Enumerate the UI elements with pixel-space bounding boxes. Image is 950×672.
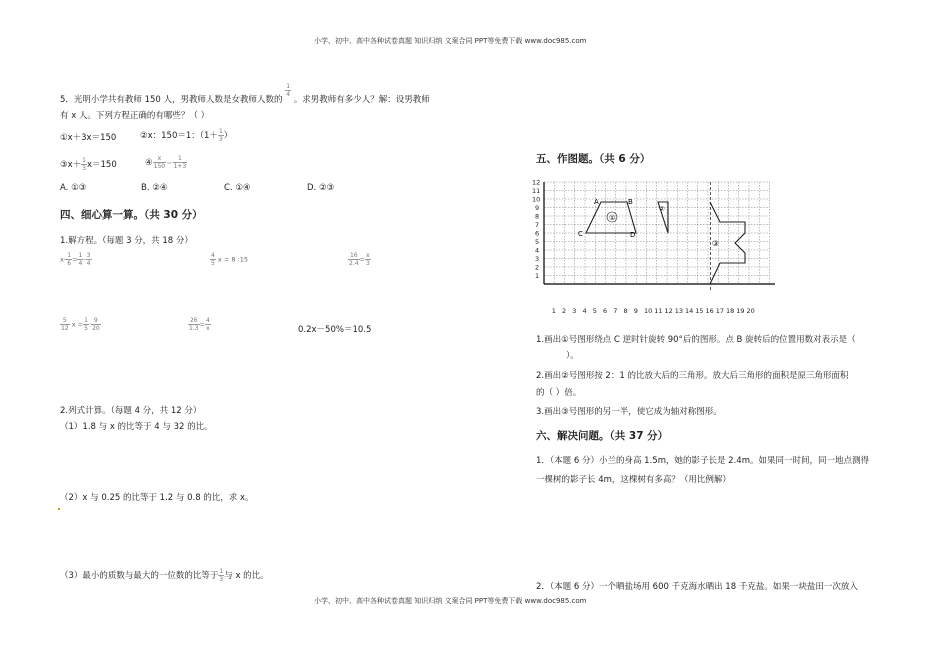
- frac-num: 9: [91, 317, 101, 325]
- eq-fraction: [86, 252, 92, 267]
- solve-equations-title: 1.解方程。（每题 3 分，共 18 分）: [60, 236, 193, 246]
- x-tick-label: 17: [715, 307, 725, 315]
- x-tick-label: 18: [726, 307, 735, 315]
- frac-num: 4: [206, 317, 210, 324]
- x-tick-label: 4: [582, 307, 587, 315]
- frac-num: 1: [78, 252, 83, 259]
- list-calc-q1: （1）1.8 与 x 的比等于 4 与 32 的比。: [60, 422, 213, 432]
- frac-den: 4: [86, 260, 91, 267]
- eq-text: -: [83, 255, 86, 264]
- frac-den: 3: [366, 260, 370, 267]
- eq-text: :: [88, 320, 92, 329]
- stray-dot: [58, 508, 60, 510]
- problem-1-line2: 一棵树的影子长 4m，这棵树有多高？（用比例解）: [536, 475, 731, 485]
- q5-option-1: ①x＋3x＝150: [60, 133, 117, 143]
- q5-option-4: [145, 155, 187, 170]
- x-tick-label: 14: [685, 307, 694, 315]
- list-calc-title: 2.列式计算。（每题 4 分，共 12 分）: [60, 406, 202, 416]
- q5-fraction: [285, 83, 291, 98]
- x-tick-label: 19: [736, 307, 745, 315]
- x-tick-label: 11: [654, 307, 663, 315]
- x-tick-label: 7: [613, 307, 618, 315]
- opt3-text-b: x＝150: [86, 160, 117, 170]
- y-tick-label: 11: [532, 187, 541, 195]
- frac-num: 4: [211, 252, 215, 259]
- problem-2-line1: 2．（本题 6 分）一个晒盐场用 600 千克海水晒出 18 千克盐。如果一块盐田一次放入: [536, 582, 858, 592]
- drawing-q1-line2: ）。: [566, 351, 579, 361]
- x-tick-labels: [552, 307, 755, 315]
- q5-line1: [60, 83, 430, 105]
- eq-fraction: [205, 317, 211, 332]
- eq-fraction: [60, 317, 70, 332]
- frac-den: 150: [153, 163, 166, 170]
- frac-den: 2.4: [349, 260, 359, 267]
- frac-den: x: [206, 325, 210, 332]
- opt4-text-a: ④: [145, 158, 153, 168]
- list-calc-q3: [60, 568, 269, 583]
- x-tick-label: 1: [551, 307, 556, 315]
- y-tick-label: 8: [535, 212, 540, 221]
- x-tick-label: 3: [572, 307, 577, 315]
- eq-text: =: [199, 320, 205, 329]
- drawing-q2-line2: 的（ ）倍。: [536, 388, 582, 398]
- frac-den: 5: [84, 325, 88, 332]
- section-4-title: 四、细心算一算。（共 30 分）: [60, 209, 203, 221]
- x-tick-label: 15: [695, 307, 704, 315]
- x-tick-label: 5: [592, 307, 597, 315]
- equation-1: [60, 252, 92, 267]
- frac-num: 5: [60, 317, 70, 325]
- q5-choice-d: D. ②③: [307, 183, 335, 193]
- eq-fraction: [210, 252, 216, 267]
- y-tick-label: 5: [535, 238, 540, 246]
- drawing-q1-line1: 1.画出①号图形绕点 C 逆时针旋转 90°后的图形。点 B 旋转后的位置用数对表示是（: [536, 335, 856, 345]
- frac-num: 1: [67, 252, 72, 259]
- problem-1-line1: 1．（本题 6 分）小兰的身高 1.5m，她的影子长是 2.4m。如果同一时间，同一地点测得: [536, 456, 869, 466]
- frac-num: 3: [86, 252, 91, 259]
- q3-text-b: 与 x 的比。: [224, 571, 269, 581]
- eq-fraction: [348, 252, 360, 267]
- opt3-text-a: ③x＋: [60, 160, 82, 170]
- frac-num: 1: [286, 83, 291, 90]
- frac-den: 3: [219, 576, 224, 583]
- q5-choice-b: B. ②④: [141, 183, 168, 193]
- opt4-fraction-2: [173, 155, 188, 170]
- frac-den: 5: [211, 260, 215, 267]
- y-tick-label: 1: [535, 272, 540, 280]
- y-tick-label: 7: [535, 221, 540, 229]
- equation-3: [348, 252, 371, 267]
- x-tick-label: 6: [603, 307, 608, 315]
- opt2-text-a: ②x：150＝1：（1＋: [140, 131, 218, 141]
- point-a-label: A: [594, 198, 599, 206]
- q3-text-a: （3）最小的质数与最大的一位数的比等于: [60, 571, 219, 581]
- equation-4: [60, 317, 101, 332]
- frac-num: x: [153, 155, 166, 163]
- x-tick-label: 8: [623, 307, 628, 315]
- x-tick-label: 10: [644, 307, 653, 315]
- y-tick-label: 4: [535, 246, 540, 255]
- opt2-text-b: ）: [223, 131, 233, 141]
- drawing-grid: [526, 174, 778, 320]
- frac-den: 3: [218, 136, 223, 143]
- section-6-title: 六、解决问题。（共 37 分）: [536, 430, 669, 442]
- q5-option-3: [60, 157, 117, 172]
- y-tick-label: 2: [535, 263, 540, 272]
- y-tick-label: 12: [532, 178, 541, 187]
- point-c-label: C: [578, 230, 583, 238]
- q5-choice-c: C. ①④: [224, 183, 251, 193]
- x-tick-label: 9: [633, 307, 638, 315]
- eq-text: x = 8 :15: [217, 255, 248, 264]
- y-tick-label: 10: [532, 195, 541, 204]
- y-tick-labels: [532, 179, 540, 281]
- x-tick-label: 13: [674, 307, 684, 315]
- frac-den: 6: [67, 260, 72, 267]
- q5-text-b: 。求男教师有多少人？解：设男教师: [293, 95, 430, 105]
- eq-text: =: [359, 255, 365, 264]
- eq-text: =: [72, 255, 78, 264]
- page-header: 小学、初中、高中各种试卷真题 知识归纳 文案合同 PPT等免费下载 www.doc985.com: [314, 37, 587, 45]
- shape-1-label: ①: [609, 214, 616, 222]
- frac-den: 4: [78, 260, 83, 267]
- q5-option-2: [140, 128, 232, 143]
- shape-3-label: ③: [712, 239, 719, 248]
- eq-fraction: [188, 317, 200, 332]
- frac-den: 3: [82, 165, 86, 172]
- frac-num: x: [366, 252, 370, 259]
- x-tick-label: 2: [562, 307, 567, 315]
- equation-5: [188, 317, 211, 332]
- y-tick-label: 6: [535, 229, 540, 238]
- opt4-equals: ＝: [166, 159, 173, 167]
- frac-num: 26: [189, 317, 198, 324]
- page-footer: 小学、初中、高中各种试卷真题 知识归纳 文案合同 PPT等免费下载 www.doc985.com: [314, 597, 587, 605]
- q5-line2: 有 x 人。下列方程正确的有哪些？（ ）: [60, 111, 210, 121]
- frac-den: 1.3: [189, 325, 199, 332]
- frac-num: 1: [84, 317, 88, 324]
- shape-2-label: ②: [659, 205, 665, 213]
- q5-choice-a: A. ①③: [60, 183, 87, 193]
- x-tick-label: 12: [664, 307, 673, 315]
- eq-fraction: [88, 317, 101, 332]
- list-calc-q2: （2）x 与 0.25 的比等于 1.2 与 0.8 的比，求 x。: [60, 493, 254, 503]
- x-tick-label: 20: [746, 307, 755, 315]
- y-tick-label: 9: [535, 204, 540, 212]
- frac-num: 1: [219, 568, 224, 575]
- frac-den: 20: [92, 325, 100, 332]
- frac-den: 12: [61, 325, 69, 332]
- q5-text-a: 5．光明小学共有教师 150 人，男教师人数是女教师人数的: [60, 95, 283, 105]
- drawing-q2-line1: 2.画出②号图形按 2：1 的比放大后的三角形。放大后三角形的面积是原三角形面积: [536, 371, 849, 381]
- frac-num: 1: [82, 157, 86, 164]
- frac-num: 1: [218, 128, 223, 135]
- point-d-label: D: [630, 231, 636, 239]
- equation-6: 0.2x－50%＝10.5: [298, 325, 372, 335]
- frac-num: 16: [349, 252, 358, 259]
- frac-num: 1: [173, 155, 188, 163]
- eq-fraction: [365, 252, 371, 267]
- point-b-label: B: [628, 198, 633, 206]
- opt4-fraction-1: [153, 155, 166, 170]
- eq-text: x =: [71, 320, 84, 329]
- equation-2: [210, 252, 248, 267]
- y-tick-label: 3: [535, 255, 540, 263]
- frac-den: 4: [286, 91, 291, 98]
- x-tick-label: 16: [705, 307, 714, 315]
- section-5-title: 五、作图题。（共 6 分）: [536, 153, 651, 165]
- frac-den: 1+3: [173, 163, 187, 170]
- drawing-q3: 3.画出③号图形的另一半，使它成为轴对称图形。: [536, 407, 722, 417]
- eq-text: x-: [60, 255, 67, 264]
